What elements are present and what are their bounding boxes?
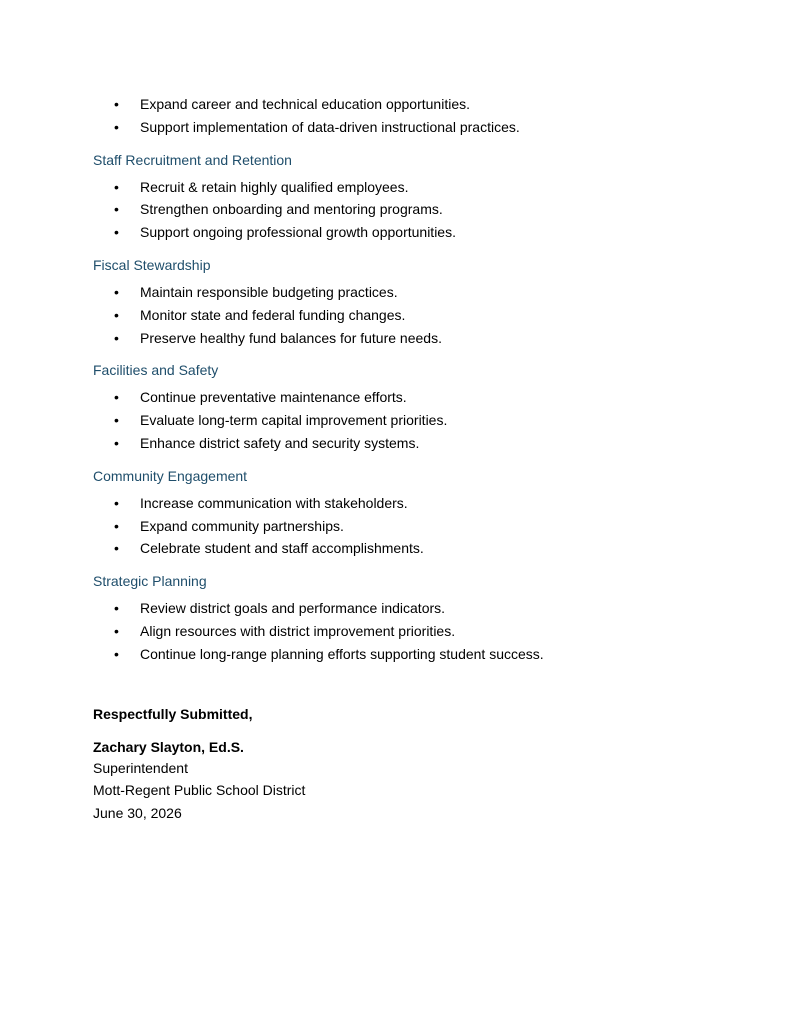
list-item: • Align resources with district improvement priorities. <box>140 620 713 643</box>
signature-date: June 30, 2026 <box>93 804 182 821</box>
section-strategic-planning <box>93 571 713 665</box>
list-item: • Continue long-range planning efforts supporting student success. <box>140 643 713 666</box>
bullet-icon: • <box>114 283 119 300</box>
list-item: • Evaluate long-term capital improvement priorities. <box>140 409 713 432</box>
bullet-icon: • <box>114 118 119 135</box>
section-heading: Community Engagement <box>93 467 248 484</box>
list-item: • Monitor state and federal funding changes. <box>140 304 713 327</box>
list-item: • Celebrate student and staff accomplishments. <box>140 537 713 560</box>
signer-organization: Mott-Regent Public School District <box>93 782 306 799</box>
list-item: • Expand career and technical education opportunities. <box>140 93 713 116</box>
section-list <box>93 176 713 244</box>
list-item: • Increase communication with stakeholders. <box>140 492 713 515</box>
bullet-icon: • <box>114 201 119 218</box>
bullet-icon: • <box>114 306 119 323</box>
bullet-icon: • <box>114 600 119 617</box>
document-page <box>93 93 713 824</box>
bullet-icon: • <box>114 224 119 241</box>
bullet-icon: • <box>114 540 119 557</box>
intro-list <box>93 93 713 139</box>
list-item: • Maintain responsible budgeting practices. <box>140 281 713 304</box>
section-list <box>93 386 713 454</box>
section-heading: Facilities and Safety <box>93 362 219 379</box>
list-item: • Preserve healthy fund balances for future needs. <box>140 327 713 350</box>
bullet-icon: • <box>114 412 119 429</box>
section-heading: Staff Recruitment and Retention <box>93 151 292 168</box>
bullet-icon: • <box>114 517 119 534</box>
signer-title: Superintendent <box>93 759 188 776</box>
signature-block <box>93 704 713 825</box>
list-item: • Continue preventative maintenance efforts. <box>140 386 713 409</box>
bullet-icon: • <box>114 389 119 406</box>
bullet-icon: • <box>114 329 119 346</box>
closing-line: Respectfully Submitted, <box>93 705 253 722</box>
section-heading: Fiscal Stewardship <box>93 256 211 273</box>
bullet-icon: • <box>114 434 119 451</box>
bullet-icon: • <box>114 178 119 195</box>
list-item: • Expand community partnerships. <box>140 515 713 538</box>
list-item: • Enhance district safety and security systems. <box>140 432 713 455</box>
section-community-engagement <box>93 466 713 560</box>
list-item: • Support ongoing professional growth opportunities. <box>140 221 713 244</box>
section-heading: Strategic Planning <box>93 573 207 590</box>
section-list <box>93 597 713 665</box>
bullet-icon: • <box>114 645 119 662</box>
list-item: • Support implementation of data-driven instructional practices. <box>140 116 713 139</box>
bullet-icon: • <box>114 622 119 639</box>
list-item: • Review district goals and performance indicators. <box>140 597 713 620</box>
section-list <box>93 281 713 349</box>
bullet-icon: • <box>114 96 119 112</box>
section-list <box>93 492 713 560</box>
section-staff-recruitment <box>93 150 713 244</box>
bullet-icon: • <box>114 494 119 511</box>
list-item: • Recruit & retain highly qualified employees. <box>140 176 713 199</box>
signer-name: Zachary Slayton, Ed.S. <box>93 738 244 755</box>
list-item: • Strengthen onboarding and mentoring programs. <box>140 198 713 221</box>
section-fiscal-stewardship <box>93 255 713 349</box>
section-facilities-safety <box>93 360 713 454</box>
